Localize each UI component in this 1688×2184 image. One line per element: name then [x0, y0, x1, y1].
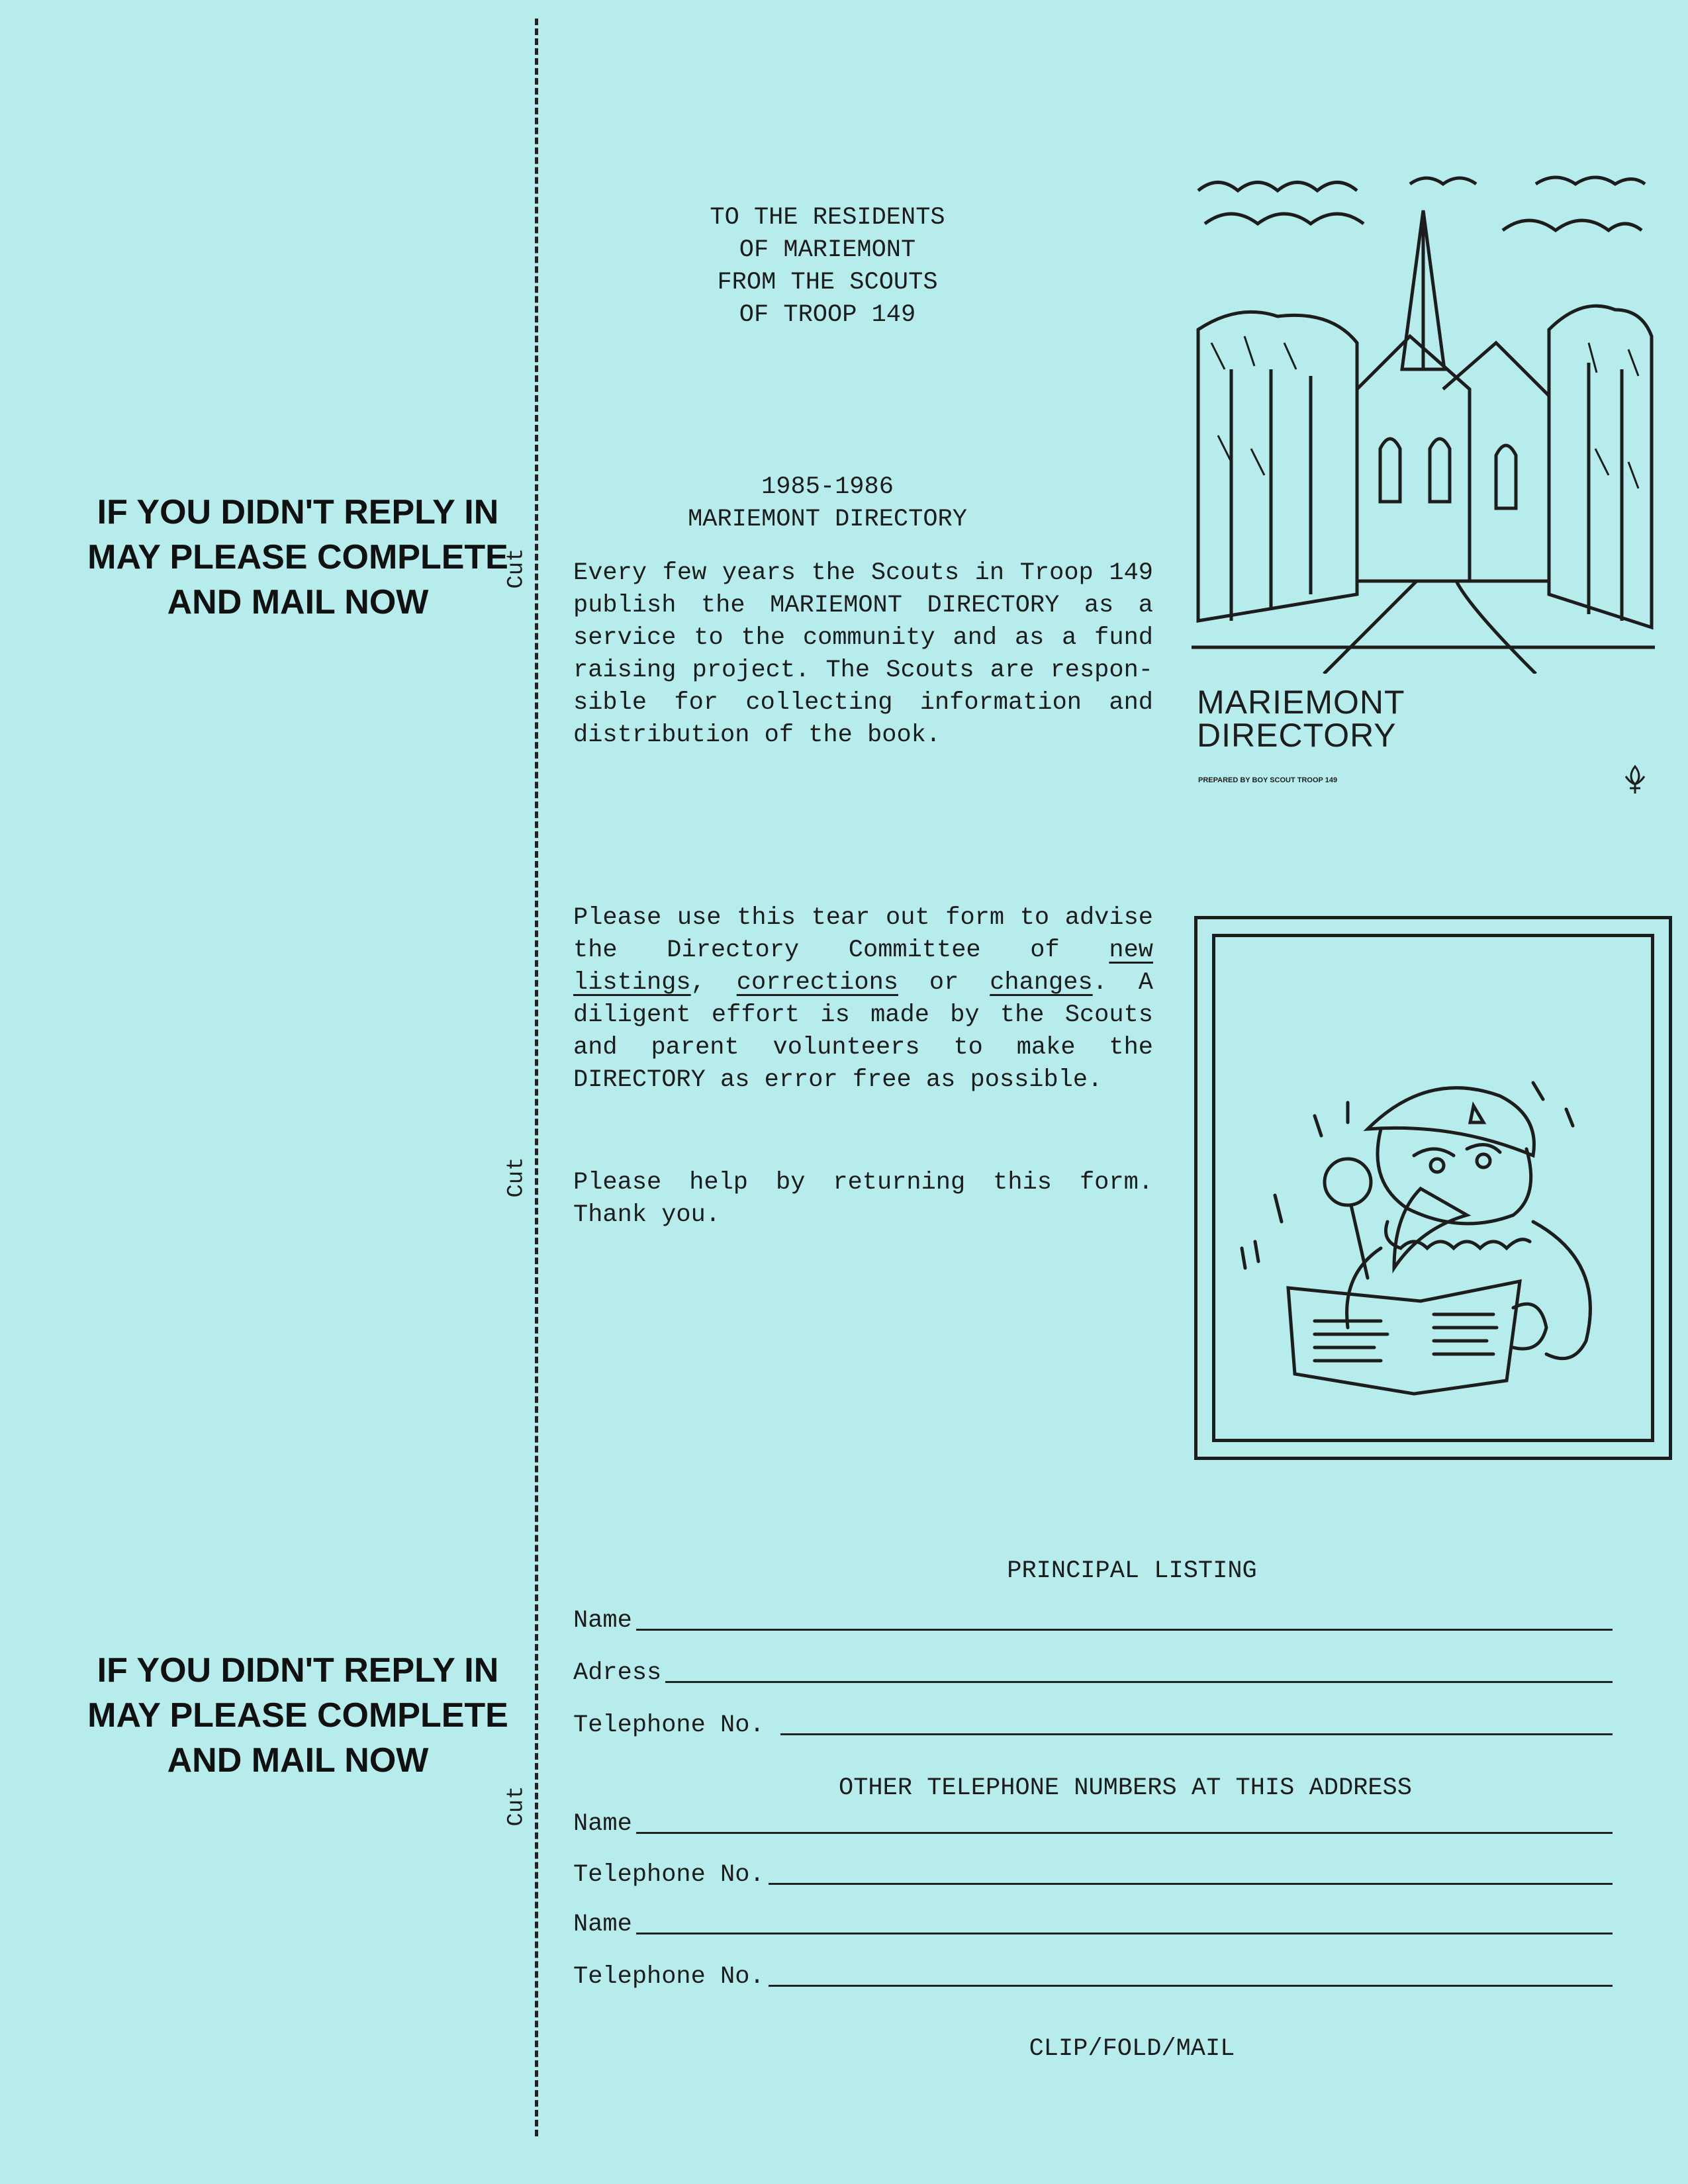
directory-heading	[635, 471, 1019, 536]
cut-mark: Cut	[504, 1786, 530, 1827]
scout-emblem-icon	[1622, 763, 1648, 796]
address-field[interactable]	[573, 1659, 1613, 1687]
name2-field[interactable]	[573, 1810, 1613, 1838]
help-paragraph: Please help by returning this form. Thank you.	[573, 1169, 1153, 1229]
address-line[interactable]	[665, 1681, 1613, 1683]
changes-text: changes	[990, 969, 1093, 997]
cartoon-inner-frame	[1212, 934, 1654, 1442]
stub-notice-bottom: IF YOU DIDN'T REPLY IN MAY PLEASE COMPLETE AND MAIL NOW	[87, 1651, 508, 1780]
stub-notice-top: IF YOU DIDN'T REPLY IN MAY PLEASE COMPLETE AND MAIL NOW	[87, 493, 508, 621]
telephone3-line[interactable]	[769, 1985, 1613, 1987]
cover-title-line2: DIRECTORY	[1197, 717, 1397, 754]
telephone2-line[interactable]	[769, 1883, 1613, 1885]
telephone-field[interactable]	[573, 1711, 1613, 1739]
greeting	[635, 202, 1019, 332]
telephone-line[interactable]	[780, 1733, 1613, 1735]
name-field[interactable]	[573, 1607, 1613, 1635]
greeting-line: OF MARIEMONT	[739, 236, 916, 264]
name3-label: Name	[573, 1911, 632, 1938]
clip-fold-mail: CLIP/FOLD/MAIL	[1029, 2035, 1235, 2063]
name-label: Name	[573, 1607, 632, 1635]
name3-field[interactable]	[573, 1911, 1613, 1938]
greeting-line: TO THE RESIDENTS	[710, 204, 945, 232]
telephone2-label: Telephone No.	[573, 1861, 765, 1889]
cut-line	[535, 19, 538, 2136]
cover-title	[1197, 686, 1405, 752]
name2-line[interactable]	[636, 1832, 1613, 1834]
cartoon-frame	[1194, 916, 1672, 1460]
new-listings-text: new listings	[573, 936, 1153, 997]
telephone3-field[interactable]	[573, 1963, 1613, 1991]
directory-year: 1985-1986	[761, 473, 894, 501]
other-numbers-heading: OTHER TELEPHONE NUMBERS AT THIS ADDRESS	[839, 1774, 1412, 1802]
name3-line[interactable]	[636, 1933, 1613, 1934]
telephone2-field[interactable]	[573, 1861, 1613, 1889]
address-label: Adress	[573, 1659, 662, 1687]
corrections-text: corrections	[736, 969, 898, 997]
cover-title-line1: MARIEMONT	[1197, 684, 1405, 721]
intro-paragraph: Every few years the Scouts in Troop 149 publish the MARIEMONT DIRECTORY as a service to the community and as a fund raising project. The Scouts are respon-sible for collecting information and distribution of the book.	[573, 559, 1153, 749]
request-paragraph: Please use this tear out form to advise the Directory Committee of new listings, corrections or changes. A diligent effort is made by the Scouts and parent volunteers to make the DIRECTORY as error free as possible.	[573, 904, 1153, 1094]
cover-illustration	[1192, 171, 1655, 806]
greeting-line: FROM THE SCOUTS	[717, 269, 938, 296]
telephone3-label: Telephone No.	[573, 1963, 765, 1991]
cut-mark: Cut	[504, 1157, 530, 1198]
church-sketch-icon	[1192, 171, 1655, 674]
name2-label: Name	[573, 1810, 632, 1838]
name-line[interactable]	[636, 1629, 1613, 1631]
telephone-label: Telephone No.	[573, 1711, 765, 1739]
scout-bird-reading-icon	[1215, 937, 1652, 1440]
cut-mark: Cut	[504, 548, 530, 589]
directory-title: MARIEMONT DIRECTORY	[688, 506, 967, 533]
cover-credit: PREPARED BY BOY SCOUT TROOP 149	[1198, 776, 1338, 784]
greeting-line: OF TROOP 149	[739, 301, 916, 329]
principal-listing-heading: PRINCIPAL LISTING	[1007, 1557, 1257, 1585]
